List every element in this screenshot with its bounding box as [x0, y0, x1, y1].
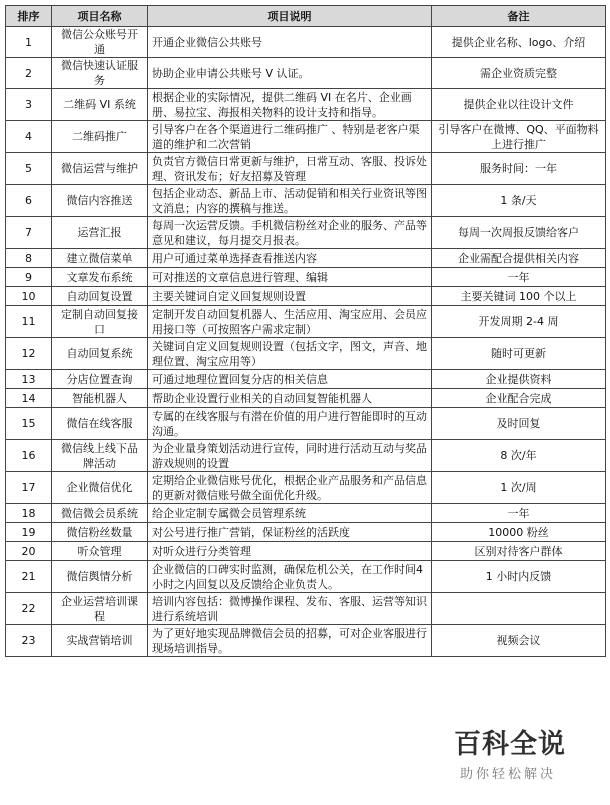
- project-desc-cell: 包括企业动态、新品上市、活动促销和相关行业资讯等图文消息；内容的撰稿与推送。: [148, 185, 432, 217]
- project-name-cell: 微信公众账号开通: [52, 27, 148, 58]
- table-row: [6, 89, 606, 121]
- table-header-row: [6, 6, 606, 27]
- table-body: [6, 27, 606, 657]
- project-desc-cell: 开通企业微信公共账号: [148, 27, 432, 58]
- note-cell: 一年: [432, 268, 606, 287]
- project-desc-cell: 可对推送的文章信息进行管理、编辑: [148, 268, 432, 287]
- note-cell: 1 小时内反馈: [432, 561, 606, 593]
- row-number: 13: [6, 370, 52, 389]
- row-number: 15: [6, 408, 52, 440]
- note-cell: 每周一次周报反馈给客户: [432, 217, 606, 249]
- row-number: 12: [6, 338, 52, 370]
- table-row: [6, 121, 606, 153]
- project-desc-cell: 可通过地理位置回复分店的相关信息: [148, 370, 432, 389]
- watermark-title: 百科全说: [454, 729, 566, 760]
- table-row: [6, 593, 606, 625]
- row-number: 1: [6, 27, 52, 58]
- project-desc-cell: 培训内容包括：微博操作课程、发布、客服、运营等知识进行系统培训: [148, 593, 432, 625]
- project-name-cell: 微信线上线下品牌活动: [52, 440, 148, 472]
- row-number: 9: [6, 268, 52, 287]
- project-desc-cell: 关键词自定义回复规则设置（包括文字，图文，声音、地理位置、淘宝应用等）: [148, 338, 432, 370]
- project-name-cell: 智能机器人: [52, 389, 148, 408]
- table-row: [6, 504, 606, 523]
- table-row: [6, 268, 606, 287]
- project-desc-cell: 定制开发自动回复机器人、生活应用、淘宝应用、会员应用接口等（可按照客户需求定制）: [148, 306, 432, 338]
- table-row: [6, 153, 606, 185]
- row-number: 23: [6, 625, 52, 657]
- project-desc-cell: 企业微信的口碑实时监测，确保危机公关，在工作时间4小时之内回复以及反馈给企业负责人。: [148, 561, 432, 593]
- note-cell: 随时可更新: [432, 338, 606, 370]
- project-desc-cell: 根据企业的实际情况，提供二维码 VI 在名片、企业画册、易拉宝、海报相关物料的设计支持和指导。: [148, 89, 432, 121]
- project-name-cell: 微信内容推送: [52, 185, 148, 217]
- note-cell: 引导客户在微博、QQ、平面物料上进行推广: [432, 121, 606, 153]
- project-name-cell: 文章发布系统: [52, 268, 148, 287]
- project-desc-cell: 定期给企业微信账号优化，根据企业产品服务和产品信息的更新对微信账号做全面优化升级。: [148, 472, 432, 504]
- note-cell: 及时回复: [432, 408, 606, 440]
- table-row: [6, 370, 606, 389]
- table-row: [6, 287, 606, 306]
- row-number: 19: [6, 523, 52, 542]
- row-number: 8: [6, 249, 52, 268]
- project-desc-cell: 给企业定制专属微会员管理系统: [148, 504, 432, 523]
- note-cell: 企业配合完成: [432, 389, 606, 408]
- project-name-cell: 微信在线客服: [52, 408, 148, 440]
- project-desc-cell: 帮助企业设置行业相关的自动回复智能机器人: [148, 389, 432, 408]
- project-name-cell: 企业运营培训课程: [52, 593, 148, 625]
- project-name-cell: 建立微信菜单: [52, 249, 148, 268]
- project-desc-cell: 对听众进行分类管理: [148, 542, 432, 561]
- row-number: 2: [6, 58, 52, 89]
- row-number: 10: [6, 287, 52, 306]
- header-sort: 排序: [6, 6, 52, 27]
- table-row: [6, 440, 606, 472]
- note-cell: [432, 593, 606, 625]
- row-number: 21: [6, 561, 52, 593]
- project-desc-cell: 负责官方微信日常更新与维护，日常互动、客服、投诉处理、资讯发布；好友招募及管理: [148, 153, 432, 185]
- row-number: 6: [6, 185, 52, 217]
- project-name-cell: 微信运营与维护: [52, 153, 148, 185]
- project-name-cell: 运营汇报: [52, 217, 148, 249]
- note-cell: 主要关键词 100 个以上: [432, 287, 606, 306]
- table-row: [6, 338, 606, 370]
- header-project-desc: 项目说明: [148, 6, 432, 27]
- project-desc-cell: 专属的在线客服与有潜在价值的用户进行智能即时的互动沟通。: [148, 408, 432, 440]
- table-row: [6, 625, 606, 657]
- table-row: [6, 306, 606, 338]
- project-desc-cell: 用户可通过菜单选择查看推送内容: [148, 249, 432, 268]
- table-row: [6, 408, 606, 440]
- project-name-cell: 分店位置查询: [52, 370, 148, 389]
- note-cell: 10000 粉丝: [432, 523, 606, 542]
- note-cell: 1 次/周: [432, 472, 606, 504]
- project-desc-cell: 为企业量身策划活动进行宣传，同时进行活动互动与奖品游戏规则的设置: [148, 440, 432, 472]
- row-number: 7: [6, 217, 52, 249]
- project-name-cell: 定制自动回复接口: [52, 306, 148, 338]
- project-table: [5, 5, 606, 657]
- note-cell: 1 条/天: [432, 185, 606, 217]
- project-name-cell: 微信快速认证服务: [52, 58, 148, 89]
- project-name-cell: 微信微会员系统: [52, 504, 148, 523]
- project-desc-cell: 对公号进行推广营销，保证粉丝的活跃度: [148, 523, 432, 542]
- project-name-cell: 自动回复系统: [52, 338, 148, 370]
- project-name-cell: 听众管理: [52, 542, 148, 561]
- note-cell: 服务时间：一年: [432, 153, 606, 185]
- table-row: [6, 27, 606, 58]
- project-name-cell: 二维码 VI 系统: [52, 89, 148, 121]
- project-desc-cell: 为了更好地实现品牌微信会员的招募，可对企业客服进行现场培训指导。: [148, 625, 432, 657]
- project-desc-cell: 每周一次运营反馈。手机微信粉丝对企业的服务、产品等意见和建议，每月提交月报表。: [148, 217, 432, 249]
- row-number: 5: [6, 153, 52, 185]
- table-row: [6, 561, 606, 593]
- note-cell: 提供企业名称、logo、介绍: [432, 27, 606, 58]
- table-row: [6, 185, 606, 217]
- watermark-logo: [454, 722, 594, 782]
- project-name-cell: 自动回复设置: [52, 287, 148, 306]
- table-row: [6, 389, 606, 408]
- table-row: [6, 542, 606, 561]
- row-number: 11: [6, 306, 52, 338]
- row-number: 18: [6, 504, 52, 523]
- table-row: [6, 58, 606, 89]
- row-number: 3: [6, 89, 52, 121]
- project-desc-cell: 引导客户在各个渠道进行二维码推广 、特别是老客户渠道的维护和二次营销: [148, 121, 432, 153]
- table-row: [6, 523, 606, 542]
- project-name-cell: 二维码推广: [52, 121, 148, 153]
- project-desc-cell: 主要关键词自定义回复规则设置: [148, 287, 432, 306]
- note-cell: 视频会议: [432, 625, 606, 657]
- row-number: 4: [6, 121, 52, 153]
- row-number: 16: [6, 440, 52, 472]
- watermark-subtitle: 助你轻松解决: [460, 767, 557, 782]
- project-name-cell: 实战营销培训: [52, 625, 148, 657]
- note-cell: 提供企业以往设计文件: [432, 89, 606, 121]
- note-cell: 区别对待客户群体: [432, 542, 606, 561]
- project-name-cell: 微信粉丝数量: [52, 523, 148, 542]
- project-desc-cell: 协助企业申请公共账号 V 认证。: [148, 58, 432, 89]
- note-cell: 开发周期 2-4 周: [432, 306, 606, 338]
- note-cell: 企业提供资料: [432, 370, 606, 389]
- header-note: 备注: [432, 6, 606, 27]
- row-number: 20: [6, 542, 52, 561]
- row-number: 17: [6, 472, 52, 504]
- row-number: 14: [6, 389, 52, 408]
- header-project-name: 项目名称: [52, 6, 148, 27]
- project-name-cell: 微信舆情分析: [52, 561, 148, 593]
- table-row: [6, 249, 606, 268]
- note-cell: 8 次/年: [432, 440, 606, 472]
- project-name-cell: 企业微信优化: [52, 472, 148, 504]
- note-cell: 一年: [432, 504, 606, 523]
- table-row: [6, 217, 606, 249]
- row-number: 22: [6, 593, 52, 625]
- note-cell: 企业需配合提供相关内容: [432, 249, 606, 268]
- note-cell: 需企业资质完整: [432, 58, 606, 89]
- table-row: [6, 472, 606, 504]
